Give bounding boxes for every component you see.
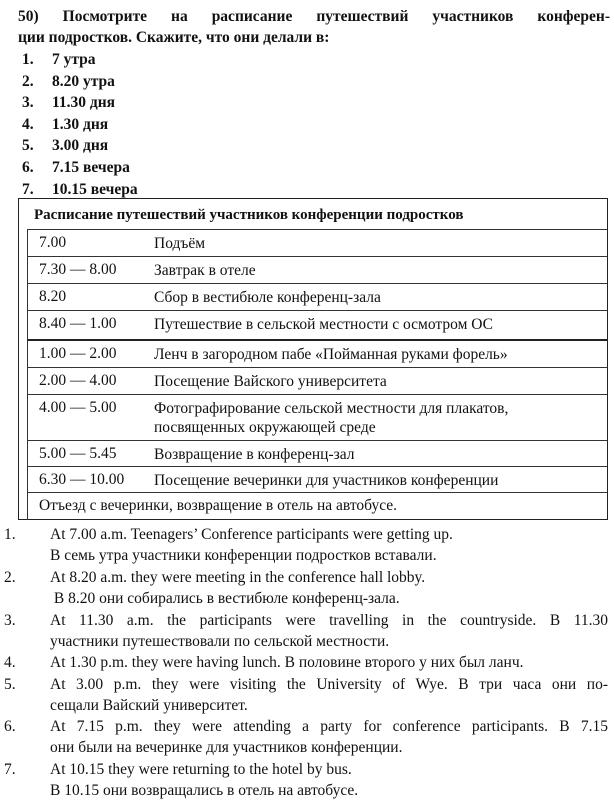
times-list xyxy=(22,49,138,200)
list-item: 3. 11.30 дня xyxy=(22,94,116,112)
table-row: 7.00 Подъём xyxy=(27,229,607,257)
list-item: 2. 8.20 утра xyxy=(22,72,115,90)
list-item: 4. 1.30 дня xyxy=(22,115,109,133)
table-row: 4.00 — 5.00 Фотографирование сельской местности для плакатов, посвященных окружающей среде xyxy=(27,394,607,441)
list-item: 6. 7.15 вечера xyxy=(22,158,130,176)
schedule-footer: Отъезд с вечеринки, возвращение в отель на автобусе. xyxy=(27,492,607,520)
table-row: 5.00 — 5.45 Возвращение в конференц-зал xyxy=(27,440,607,467)
table-row: 1.00 — 2.00 Ленч в загородном пабе «Пойманная руками форель» xyxy=(27,339,607,368)
table-row: 6.30 — 10.00 Посещение вечеринки для участников конференции xyxy=(27,466,607,493)
task-heading xyxy=(18,6,610,48)
list-item: 1. 7 утра xyxy=(22,51,96,68)
table-row: 7.30 — 8.00 Завтрак в отеле xyxy=(27,256,607,284)
task-line-2: ции подростков. Скажите, что они делали в: xyxy=(18,29,330,46)
task-line-1: 50) Посмотрите на расписание путешествий участников конферен- xyxy=(18,8,610,25)
table-row: 8.40 — 1.00 Путешествие в сельской местности с осмотром ОС xyxy=(27,310,607,340)
schedule-title: Расписание путешествий участников конференции подростков xyxy=(34,207,464,223)
table-row: 8.20 Сбор в вестибюле конференц-зала xyxy=(27,283,607,311)
schedule-table xyxy=(18,198,608,520)
list-item: 5. 3.00 дня xyxy=(22,137,109,155)
list-item: 7. 10.15 вечера xyxy=(22,180,138,198)
table-row: 2.00 — 4.00 Посещение Вайского университета xyxy=(27,367,607,395)
